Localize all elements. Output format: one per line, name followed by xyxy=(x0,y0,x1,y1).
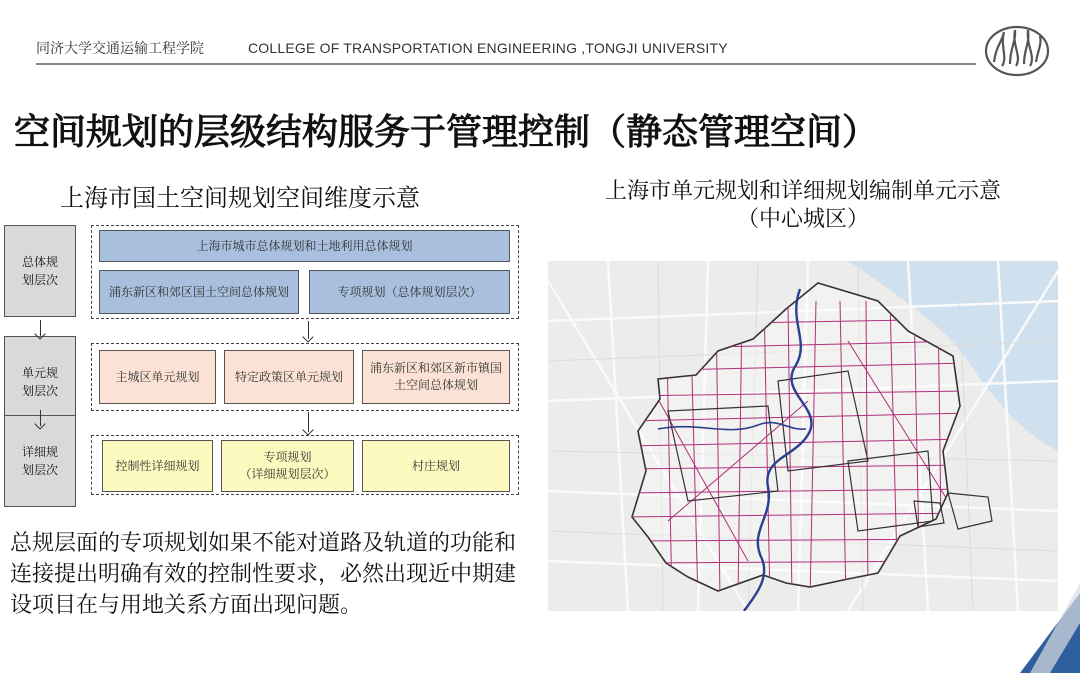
level-unit-planning: 单元规划层次 xyxy=(4,336,76,428)
page-title: 空间规划的层级结构服务于管理控制（静态管理空间） xyxy=(14,112,879,153)
box-special-plan-detail-level xyxy=(221,440,354,492)
level-master-planning: 总体规划层次 xyxy=(4,225,76,317)
arrow-down-icon xyxy=(40,410,41,426)
shanghai-central-city-unit-map xyxy=(548,261,1058,611)
right-map-title-line2: （中心城区） xyxy=(736,207,869,232)
box-new-town-master-plan: 浦东新区和郊区新市镇国土空间总体规划 xyxy=(362,350,510,404)
tongji-logo-icon xyxy=(982,18,1052,80)
header-college-cn: 同济大学交通运输工程学院 xyxy=(36,41,204,57)
arrow-down-icon xyxy=(40,320,41,336)
box-special-plan-detail-line2: （详细规划层次） xyxy=(239,467,336,481)
right-map-title xyxy=(548,178,1058,234)
header-rule xyxy=(36,63,976,65)
header-college-en: COLLEGE OF TRANSPORTATION ENGINEERING ,TONGJI UNIVERSITY xyxy=(248,40,728,56)
box-pudong-suburban-master-plan: 浦东新区和郊区国土空间总体规划 xyxy=(99,270,299,314)
box-regulatory-detailed-plan: 控制性详细规划 xyxy=(102,440,213,492)
box-special-plan-detail-line1: 专项规划 xyxy=(263,450,312,464)
corner-accent-decoration xyxy=(1000,583,1080,673)
box-main-city-unit-plan: 主城区单元规划 xyxy=(99,350,216,404)
box-special-policy-unit-plan: 特定政策区单元规划 xyxy=(224,350,354,404)
body-paragraph: 总规层面的专项规划如果不能对道路及轨道的功能和连接提出明确有效的控制性要求，必然出现近中期建设项目在与用地关系方面出现问题。 xyxy=(10,531,517,618)
box-village-plan: 村庄规划 xyxy=(362,440,510,492)
box-special-plan-master-level: 专项规划（总体规划层次） xyxy=(309,270,510,314)
level-detailed-planning: 详细规划层次 xyxy=(4,415,76,507)
arrow-down-icon xyxy=(308,412,309,432)
right-map-title-line1: 上海市单元规划和详细规划编制单元示意 xyxy=(604,179,1001,204)
left-diagram-title: 上海市国土空间规划空间维度示意 xyxy=(60,184,420,212)
box-city-master-plan: 上海市城市总体规划和土地利用总体规划 xyxy=(99,230,510,262)
arrow-down-icon xyxy=(308,321,309,339)
